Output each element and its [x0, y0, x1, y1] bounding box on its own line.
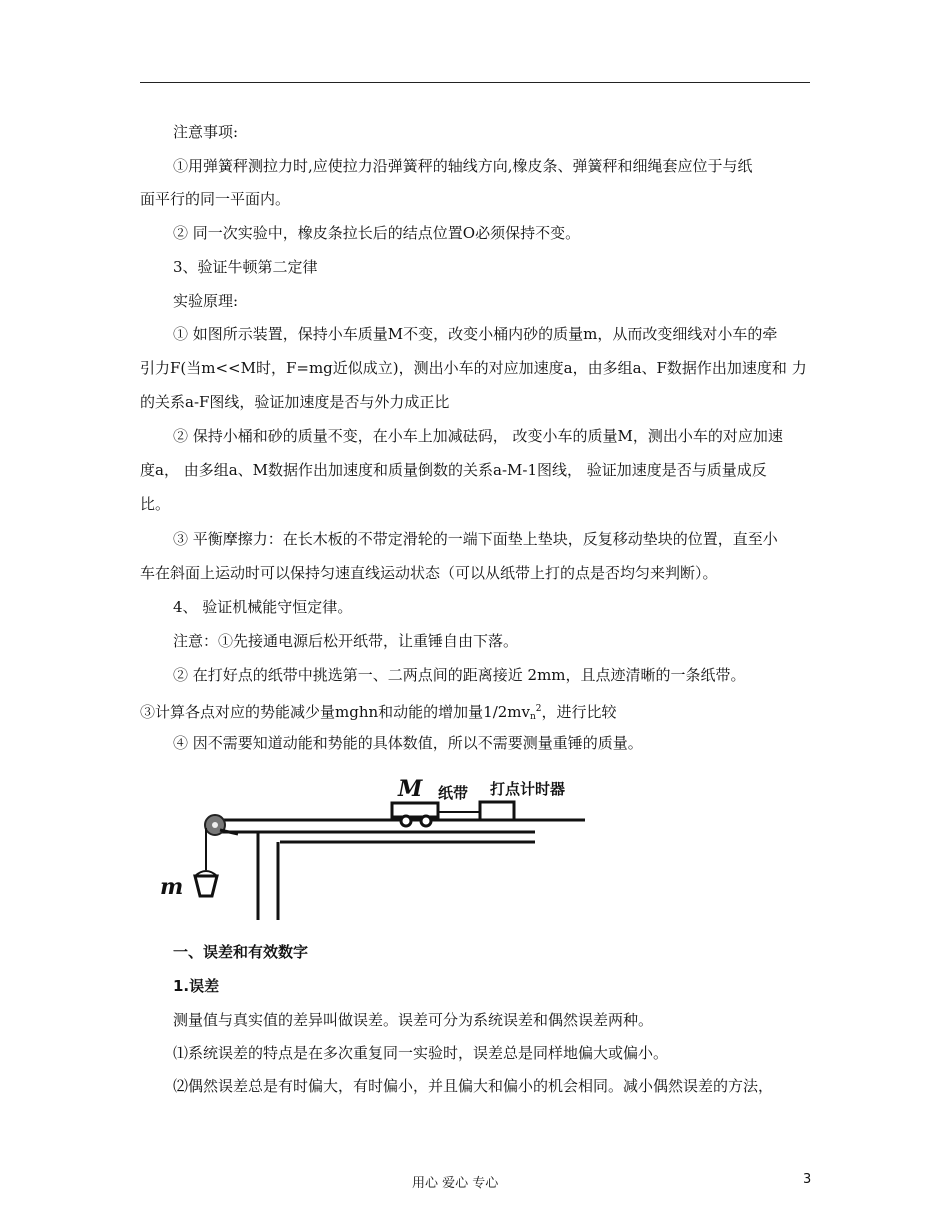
label-dot-timer: 打点计时器 — [490, 780, 566, 798]
cart-wheel-right — [421, 816, 431, 826]
principle-3-line-2: 车在斜面上运动时可以保持匀速直线运动状态（可以从纸带上打的点是否均匀来判断）。 — [140, 564, 718, 582]
errors-heading: 一、误差和有效数字 — [173, 943, 309, 961]
footer-slogan: 用心 爱心 专心 — [412, 1176, 499, 1191]
principle-1-line-3: 的关系a-F图线，验证加速度是否与外力成正比 — [140, 393, 450, 411]
error-subheading: 1.误差 — [173, 977, 220, 995]
note-4: ④ 因不需要知道动能和势能的具体数值，所以不需要测量重锤的质量。 — [173, 734, 643, 752]
principle-1-line-1: ① 如图所示装置，保持小车质量M不变，改变小桶内砂的质量m，从而改变细线对小车的牵 — [173, 325, 778, 343]
principle-2-line-3: 比。 — [140, 495, 171, 513]
cart-body — [392, 803, 438, 817]
dot-timer — [480, 802, 514, 820]
sand-bucket — [195, 876, 217, 896]
principle-2-line-1: ② 保持小桶和砂的质量不变，在小车上加减砝码， 改变小车的质量M，测出小车的对应加速 — [173, 427, 783, 445]
note-1: 注意：①先接通电源后松开纸带，让重锤自由下落。 — [173, 632, 519, 650]
label-paper-tape: 纸带 — [438, 784, 469, 802]
section-3-title: 3、验证牛顿第二定律 — [173, 258, 318, 276]
precautions-title: 注意事项: — [173, 123, 239, 141]
cart-wheel-left — [401, 816, 411, 826]
precaution-2: ② 同一次实验中，橡皮条拉长后的结点位置O必须保持不变。 — [173, 224, 581, 242]
pulley-axle — [212, 822, 218, 828]
error-text-3: ⑵偶然误差总是有时偏大，有时偏小，并且偏大和偏小的机会相同。减小偶然误差的方法， — [173, 1077, 774, 1095]
principle-label: 实验原理: — [173, 292, 239, 310]
precaution-1-line-1: ①用弹簧秤测拉力时,应使拉力沿弹簧秤的轴线方向,橡皮条、弹簧秤和细绳套应位于与纸 — [173, 157, 753, 175]
label-bucket-mass: m — [160, 874, 184, 900]
error-text-1: 测量值与真实值的差异叫做误差。误差可分为系统误差和偶然误差两种。 — [173, 1011, 654, 1029]
page-number: 3 — [803, 1172, 812, 1187]
precaution-1-line-2: 面平行的同一平面内。 — [140, 190, 291, 208]
section-4-title: 4、 验证机械能守恒定律。 — [173, 598, 353, 616]
note-2: ② 在打好点的纸带中挑选第一、二两点间的距离接近 2mm，且点迹清晰的一条纸带。 — [173, 666, 746, 684]
principle-3-line-1: ③ 平衡摩擦力：在长木板的不带定滑轮的一端下面垫上垫块，反复移动垫块的位置，直至小 — [173, 530, 778, 548]
principle-2-line-2: 度a， 由多组a、M数据作出加速度和质量倒数的关系a-M-1图线， 验证加速度是否与质量成反 — [140, 461, 767, 479]
label-cart-mass: M — [398, 776, 423, 802]
note-3: ③计算各点对应的势能减少量mghn和动能的增加量$1/2mv_n^2$，进行比较 — [140, 703, 617, 722]
header-rule — [140, 82, 810, 83]
principle-1-line-2: 引力F(当m<<M时，F=mg近似成立)，测出小车的对应加速度a，由多组a、F数据作出加速度和 力 — [140, 359, 807, 377]
error-text-2: ⑴系统误差的特点是在多次重复同一实验时，误差总是同样地偏大或偏小。 — [173, 1044, 669, 1062]
experiment-apparatus-diagram — [150, 770, 590, 920]
